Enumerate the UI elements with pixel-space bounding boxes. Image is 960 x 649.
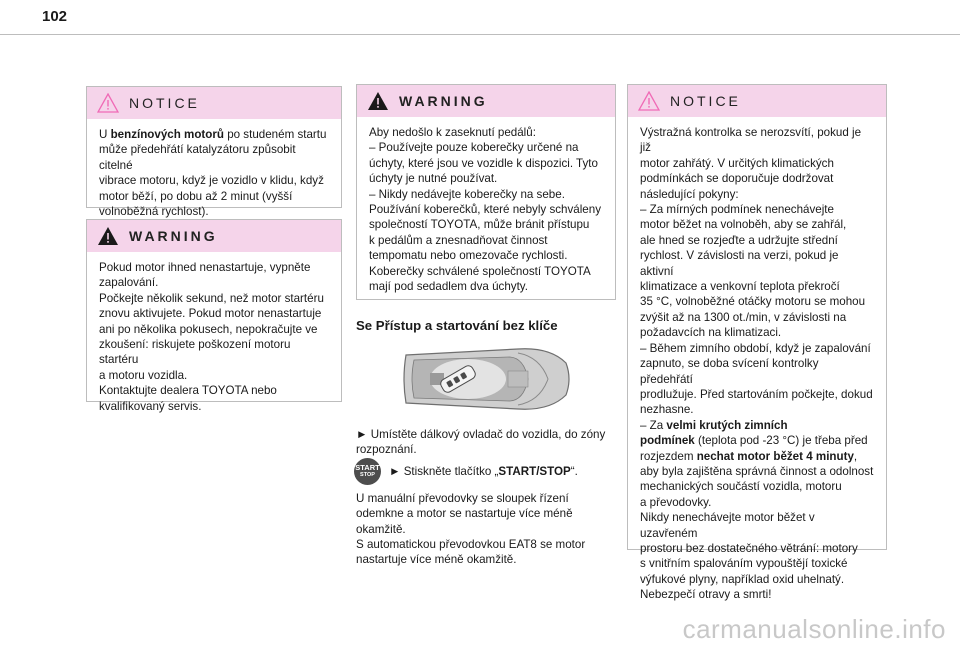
text-line: zvýšit až na 1300 ot./min, v závislosti na [640,310,847,324]
text-line: okamžitě. [356,522,406,536]
warning-box-1 [86,219,342,413]
notice-title: NOTICE [670,93,741,109]
text-line: volnoběžná rychlost). [99,205,209,219]
text-line: Kontaktujte dealera TOYOTA nebo [99,384,277,398]
step-1-line: ► Umístěte dálkový ovladač do vozidla, do zóny [356,428,606,441]
text-line: motor zahřátý. V určitých klimatických [640,156,834,170]
text-line: znovu aktivujete. Pokud motor nenastartuje [99,307,322,321]
text-line: klimatizace a venkovní teplota překročí [640,280,840,294]
notice-body [628,117,886,611]
start-steps [356,427,621,568]
text-line: zkoušení: riskujete poškození motoru startéru [99,338,291,367]
start-stop-button-icon: START STOP [354,458,381,485]
step-2 [354,458,621,485]
text-line: kvalifikovaný servis. [99,399,202,413]
text-line: ale hned se rozjeďte a udržujte střední [640,233,838,247]
text-line: společností TOYOTA, může bránit přístupu [369,218,590,232]
text-line: podmínkách se doporučuje dodržovat [640,172,834,186]
text-line: mají pod sedadlem dva úchyty. [369,280,528,294]
text-line: – Používejte pouze koberečky určené na [369,141,579,155]
watermark: carmanualsonline.info [682,614,946,644]
text-line: – Za velmi krutých zimních [640,418,788,432]
text-line: S automatickou převodovkou EAT8 se motor [356,538,586,552]
warning-triangle-icon [97,226,119,246]
section-heading: Se Přístup a startování bez klíče [356,318,558,333]
text-line: a převodovky. [640,495,712,509]
text-line: nezhasne. [640,403,694,417]
text-line: může předehřátí katalyzátoru způsobit citelné [99,143,296,172]
notice-box-2 [627,84,887,602]
car-top-view-icon [400,345,576,413]
text-line: zapalování. [99,276,159,290]
step-1-line: rozpoznání. [356,443,417,457]
warning-header [357,85,615,117]
text-line: a motoru vozidla. [99,368,188,382]
text-line: prostoru bez dostatečného větrání: motory [640,541,858,555]
warning-title: WARNING [399,93,488,109]
transmission-paragraph [356,491,621,568]
notice-triangle-icon [97,93,119,113]
text-line: Nebezpečí otravy a smrti! [640,588,772,602]
text-line: k pedálům a znesnadňovat činnost [369,233,548,247]
text-line: Aby nedošlo k zaseknutí pedálů: [369,126,536,139]
text-line: Počkejte několik sekund, než motor startéru [99,291,324,305]
text-line: Používání koberečků, které nebyly schváleny [369,203,601,217]
text-line: zapnuto, se doba svícení kontrolky předehřátí [640,357,819,386]
text-line: ani po několika pokusech, nepokračujte ve [99,322,318,336]
notice-title: NOTICE [129,95,200,111]
text-line: úchyty je nutné používat. [369,172,498,186]
top-rule [0,34,960,35]
text-line: – Za mírných podmínek nenechávejte [640,203,834,217]
notice-triangle-icon [638,91,660,111]
text-line: nastartuje více méně okamžitě. [356,553,517,567]
text-line: U manuální převodovky se sloupek řízení [356,491,569,505]
notice-box-1 [86,86,342,219]
text-line: Nikdy nenechávejte motor běžet v uzavřeném [640,511,815,540]
step-2-text: ► Stiskněte tlačítko „START/STOP“. [389,464,578,478]
notice-body [87,119,341,227]
text-line: výfukové plyny, například oxid uhelnatý. [640,572,845,586]
text-line: odemkne a motor se nastartuje více méně [356,507,573,521]
car-keyfob-illustration [400,345,576,413]
warning-body [87,252,341,422]
text-line: následující pokyny: [640,187,739,201]
text-line: – Během zimního období, když je zapalování [640,341,871,355]
text-line: rozjezdem nechat motor běžet 4 minuty, [640,449,858,463]
notice-header [87,87,341,119]
warning-box-2 [356,84,616,300]
text-line: tempomatu nebo omezovače rychlosti. [369,249,568,263]
text-line: prodlužuje. Před startováním počkejte, dokud [640,387,873,401]
text-line: Výstražná kontrolka se nerozsvítí, pokud je již [640,126,862,155]
text-line: podmínek (teplota pod -23 °C) je třeba před [640,434,868,448]
text-line: 35 °C, volnoběžné otáčky motoru se mohou [640,295,866,309]
warning-triangle-icon [367,91,389,111]
warning-body [357,117,615,302]
page-number: 102 [42,8,68,25]
text-line: Koberečky schválené společností TOYOTA [369,264,591,278]
text-line: Pokud motor ihned nenastartuje, vypněte [99,261,311,274]
text-line: mechanických součástí vozidla, motoru [640,480,842,494]
text-line: rychlost. V závislosti na verzi, pokud je aktivní [640,249,839,278]
text-line: motor běží, po dobu až 2 minut (vyšší [99,189,293,203]
text-line: vibrace motoru, když je vozidlo v klidu, když [99,174,324,188]
warning-title: WARNING [129,228,218,244]
text-line: úchyty, které jsou ve vozidle k dispozici. Tyto [369,156,598,170]
text-line: U benzínových motorů po studeném startu [99,128,327,141]
text-line: motor běžet na volnoběh, aby se zahřál, [640,218,847,232]
notice-header [628,85,886,117]
text-line: požadavcích na klimatizaci. [640,326,782,340]
text-line: s vnitřním spalováním vypouštějí toxické [640,557,848,571]
text-line: – Nikdy nedávejte koberečky na sebe. [369,187,565,201]
text-line: aby byla zajištěna správná činnost a odolnost [640,464,874,478]
warning-header [87,220,341,252]
